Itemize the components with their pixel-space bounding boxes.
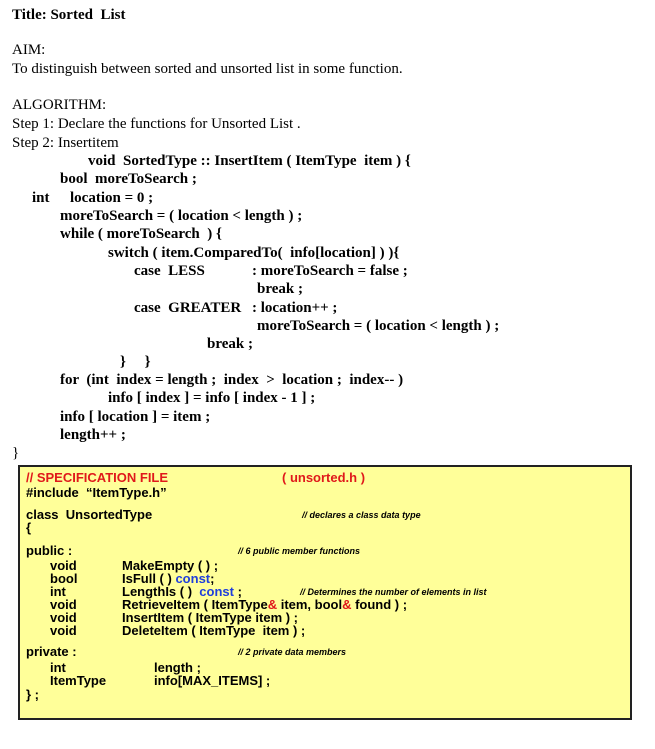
member-type: void	[50, 558, 77, 573]
code-line: while ( moreToSearch ) {	[60, 226, 222, 242]
public-comment: // 6 public member functions	[238, 546, 361, 556]
code-line: case LESS	[134, 263, 205, 279]
class-comment: // declares a class data type	[302, 510, 421, 520]
code-line: switch ( item.ComparedTo( info[location] ) ){	[108, 245, 400, 261]
spec-filename: ( unsorted.h )	[282, 470, 366, 485]
member-type: int	[50, 584, 66, 599]
code-line: location = 0 ;	[70, 190, 154, 206]
member-signature: LengthIs ( ) const ;	[122, 584, 242, 599]
code-line: moreToSearch = ( location < length ) ;	[257, 318, 500, 334]
step-1: Step 1: Declare the functions for Unsorted List .	[12, 116, 301, 132]
code-line: : moreToSearch = false ;	[252, 263, 408, 279]
page-title: Title: Sorted List	[12, 7, 126, 23]
code-line: length++ ;	[60, 427, 126, 443]
field-type: int	[50, 660, 66, 675]
code-line: }	[12, 445, 20, 461]
code-line: break ;	[257, 281, 303, 297]
open-brace: {	[26, 520, 32, 535]
member-signature: DeleteItem ( ItemType item ) ;	[122, 623, 306, 638]
code-line: for (int index = length ; index > location ; index-- )	[60, 372, 404, 388]
code-line: break ;	[207, 336, 253, 352]
specification-box	[18, 465, 632, 720]
code-line: bool moreToSearch ;	[60, 171, 197, 187]
code-line: } }	[120, 354, 151, 370]
code-line: info [ location ] = item ;	[60, 409, 211, 425]
field-name: info[MAX_ITEMS] ;	[154, 673, 271, 688]
field-name: length ;	[154, 660, 201, 675]
aim-text: To distinguish between sorted and unsorted list in some function.	[12, 61, 403, 77]
private-label: private :	[26, 644, 77, 659]
member-signature: RetrieveItem ( ItemType& item, bool& found ) ;	[122, 597, 408, 612]
member-signature: IsFull ( ) const;	[122, 571, 215, 586]
member-type: void	[50, 610, 77, 625]
member-type: void	[50, 597, 77, 612]
member-type: bool	[50, 571, 78, 586]
spec-comment: // SPECIFICATION FILE	[26, 470, 169, 485]
spec-include: #include “ItemType.h”	[26, 485, 167, 500]
member-signature: InsertItem ( ItemType item ) ;	[122, 610, 299, 625]
step-2: Step 2: Insertitem	[12, 135, 119, 151]
member-signature: MakeEmpty ( ) ;	[122, 558, 219, 573]
code-line: moreToSearch = ( location < length ) ;	[60, 208, 303, 224]
code-line: void SortedType :: InsertItem ( ItemType item ) {	[88, 153, 411, 169]
aim-heading: AIM:	[12, 42, 46, 58]
code-line: info [ index ] = info [ index - 1 ] ;	[108, 390, 316, 406]
private-comment: // 2 private data members	[238, 647, 347, 657]
code-line: : location++ ;	[252, 300, 338, 316]
member-comment: // Determines the number of elements in list	[300, 587, 487, 597]
close-brace: } ;	[26, 687, 39, 702]
public-label: public :	[26, 543, 73, 558]
algorithm-heading: ALGORITHM:	[12, 97, 107, 113]
field-type: ItemType	[50, 673, 107, 688]
code-line: case GREATER	[134, 300, 242, 316]
code-line: int	[32, 190, 50, 206]
member-type: void	[50, 623, 77, 638]
class-declaration: class UnsortedType	[26, 507, 153, 522]
